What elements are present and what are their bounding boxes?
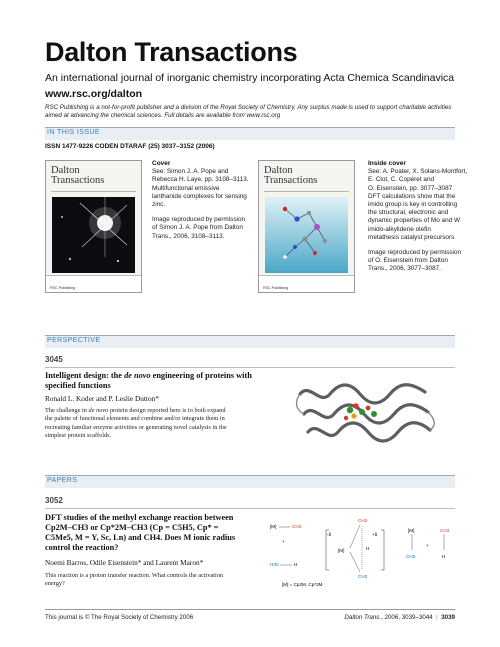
cover-rule [264, 191, 349, 192]
abstract-text: protein design reported here is to both expand [108, 407, 226, 414]
title-line: DFT studies of the methyl exchange reaction between [45, 513, 234, 522]
papers-bar [45, 475, 455, 488]
scheme-caption: [M] = Cp2M, Cp*2M [282, 582, 323, 587]
cover-credit-line: Trans., 2006, 3077–3087. [368, 265, 441, 273]
abstract-text-italic: de novo [88, 407, 109, 414]
scheme-label-ch3-product2: CH3 [440, 528, 450, 533]
cover-masthead [51, 166, 104, 186]
footer-page-number: 3039 [441, 614, 455, 621]
inside-cover-description [368, 160, 468, 274]
scheme-label-ch3-bottom: CH3 [358, 574, 368, 579]
inside-cover-label: Inside cover [368, 160, 406, 167]
perspective-authors: Ronald L. Koder and P. Leslie Dutton* [45, 394, 159, 403]
cover-footer [46, 275, 141, 292]
abstract-line: recreating familiar enzyme activities or generating novel catalysis in the [45, 423, 227, 431]
scheme-label-h3c: H3C [270, 562, 280, 567]
perspective-bar [45, 335, 455, 348]
cover-credit-line: of O. Eisenstein from Dalton [368, 257, 448, 265]
cover-text-line: imido-alkylidene olefin [368, 225, 431, 233]
cover-artwork [52, 197, 135, 273]
scheme-label-h-product: H [442, 554, 446, 559]
perspective-title[interactable] [45, 371, 285, 391]
perspective-page-number: 3045 [45, 355, 63, 364]
journal-website-link[interactable]: www.rsc.org/dalton [45, 88, 143, 100]
divider [45, 367, 455, 368]
cover-text-line: Rebecca H. Laye, pp. 3108–3113. [152, 176, 249, 184]
cover-rule [51, 191, 136, 192]
title-text: specified functions [45, 381, 111, 390]
papers-page-number: 3052 [45, 496, 63, 505]
scheme-label-m: [M] [270, 524, 277, 529]
cover-text-line: Multifunctional emissive [152, 184, 220, 192]
abstract-line: simplest protein scaffolds. [45, 432, 112, 440]
spacer [368, 242, 468, 249]
publisher-note: RSC Publishing is a not-for-profit publisher and a division of the Royal Society of Chemistry. Any surplus made is used to support charitable activities aimed at advancing the chemical sciences. Full details are available from www.rsc.org [45, 104, 452, 120]
paper-authors: Noemi Barros, Odile Eisenstein* and Laurent Maron* [45, 558, 204, 567]
cover-credit-line: Trans., 2006, 3108–3113. [152, 232, 225, 240]
cover-masthead-line: Dalton [264, 165, 293, 176]
cover-text-line: metathesis catalyst precursors [368, 233, 455, 241]
scheme-label-m-product: [M] [408, 528, 415, 533]
abstract-line: energy? [45, 580, 65, 588]
cover-publisher-logo: RSC Publishing [50, 286, 76, 290]
reaction-scheme [268, 512, 463, 592]
divider [45, 508, 455, 509]
title-text-italic: de novo [124, 371, 151, 380]
scheme-label-h: H [294, 562, 298, 567]
in-this-issue-label: IN THIS ISSUE [47, 129, 100, 136]
cover-masthead-line: Transactions [264, 175, 318, 186]
scheme-plus-delta: +δ [372, 532, 378, 537]
spacer [152, 209, 252, 216]
cover-masthead [264, 166, 317, 186]
abstract-line: the palette of functional elements and combine and/or integrate them in [45, 415, 225, 423]
title-line: C5Me5, M = Y, Sc, Ln) and CH4. Does M ionic radius [45, 533, 236, 542]
scheme-plus: + [282, 539, 285, 544]
cover-text-line: See: A. Poater, X. Solans-Montfort, [368, 168, 468, 176]
perspective-abstract [45, 407, 300, 441]
scheme-label-h-ts: H [366, 546, 370, 551]
footer-journal: Dalton Trans. [344, 614, 382, 621]
cover-credit-line: Image reproduced by permission [152, 216, 246, 224]
cover-credit-line: of Simon J. A. Pope from Dalton [152, 224, 243, 232]
cover-text-line: O. Eisenstein, pp. 3077–3087 [368, 184, 453, 192]
cover-image [45, 160, 142, 293]
cover-text-line: lanthanide complexes for sensing [152, 192, 247, 200]
scheme-label-ch3-product: CH3 [406, 554, 416, 559]
scheme-label-m-ts: [M] [338, 548, 345, 553]
cover-credit-line: Image reproduced by permission [368, 249, 462, 257]
scheme-label-ch3: CH3 [292, 524, 302, 529]
cover-text-line: dynamic properties of Mo and W [368, 217, 460, 225]
footer-separator: | [434, 614, 440, 621]
cover-text-line: DFT calculations show that the [368, 192, 456, 200]
protein-structure-graphic [290, 370, 440, 455]
in-this-issue-bar [45, 127, 455, 140]
cover-masthead-line: Dalton [51, 165, 80, 176]
footer-rule [45, 609, 455, 610]
title-line: control the reaction? [45, 543, 119, 552]
title-text: Intelligent design: the [45, 371, 125, 380]
papers-label: PAPERS [47, 477, 78, 484]
paper-abstract [45, 572, 285, 589]
abstract-text: The challenge in [45, 407, 89, 414]
cover-masthead-line: Transactions [51, 175, 105, 186]
cover-publisher-logo: RSC Publishing [263, 286, 289, 290]
cover-footer [259, 275, 354, 292]
journal-subtitle: An international journal of inorganic chemistry incorporating Acta Chemica Scandinavica [45, 72, 455, 84]
paper-title[interactable] [45, 513, 285, 553]
scheme-label-ch3-top: CH3 [358, 518, 368, 523]
cover-text-line: E. Clot, C. Copéret and [368, 176, 435, 184]
title-text: engineering of proteins with [150, 371, 252, 380]
footer-citation [344, 614, 455, 621]
inside-cover-image [258, 160, 355, 293]
cover-text-line: See: Simon J. A. Pope and [152, 168, 229, 176]
title-line: Cp2M–CH3 or Cp*2M–CH3 (Cp = C5H5, Cp* = [45, 523, 219, 532]
inside-cover-artwork [265, 197, 348, 273]
abstract-line: This reaction is a proton transfer reaction. What controls the activation [45, 572, 224, 579]
cover-text-line: the structural, electronic and [368, 209, 449, 217]
cover-description [152, 160, 252, 241]
journal-title: Dalton Transactions [45, 37, 298, 67]
scheme-plus-product: + [426, 543, 429, 548]
cover-text-line: zinc. [152, 201, 166, 209]
cover-text-line: imido group is key in controlling [368, 201, 458, 209]
footer-copyright: This journal is © The Royal Society of Chemistry 2006 [45, 614, 194, 621]
cover-label: Cover [152, 160, 171, 167]
scheme-minus-delta: −δ [326, 532, 332, 537]
footer-pages: , 2006, 3039–3044 [381, 614, 433, 621]
issn-line: ISSN 1477-9226 CODEN DTARAF (25) 3037–3152 (2006) [45, 143, 215, 150]
perspective-label: PERSPECTIVE [47, 337, 101, 344]
